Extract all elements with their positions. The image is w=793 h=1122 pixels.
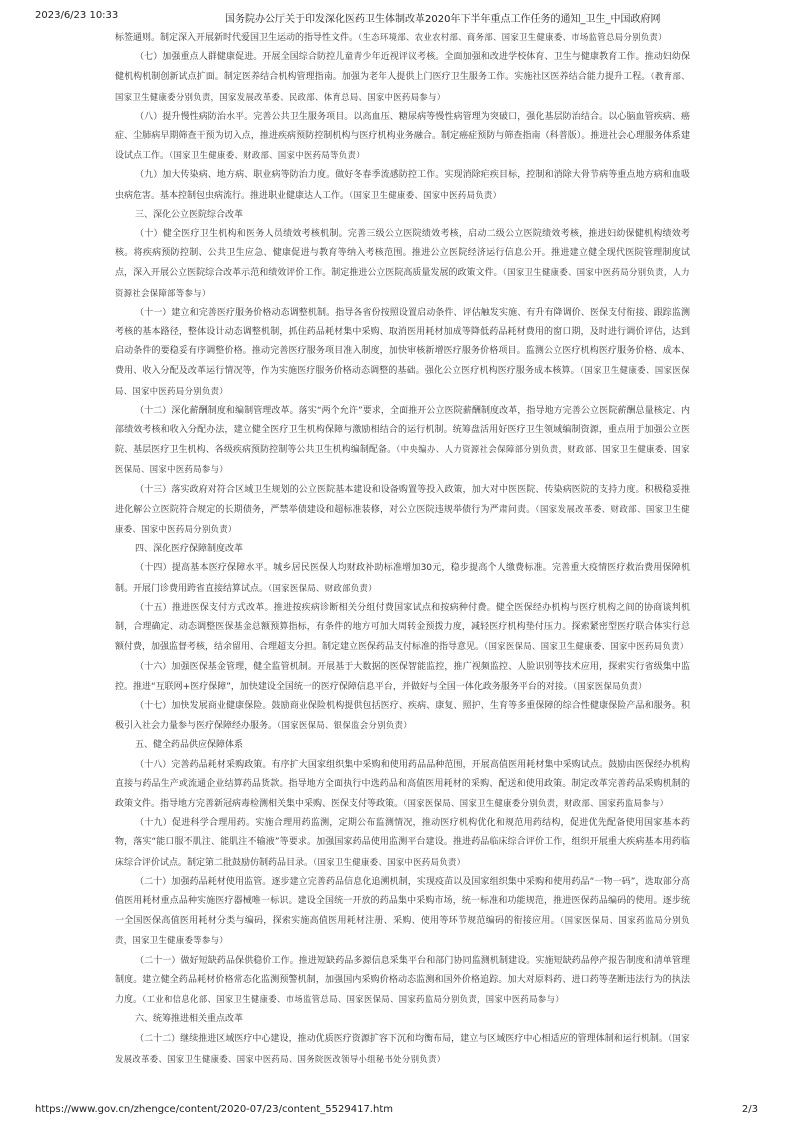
responsible-departments-note: （国家医保局、银保监会分别负责） <box>277 720 413 731</box>
paragraph-text: （二十）加强药品耗材使用监管。逐步建立完善药品信息化追溯机制，实现疫苗以及国家组织集中采购和使用药品“一物一码”，选取部分高值医用耗材重点品种实施医疗器械唯一标识。建设全国统一开放的药品集中采购市场，统一标准和功能规范，推进医保药品编码的使用。逐步统一全国医保高值医用耗材分类与编码，探索实施高值医用耗材注册、采购、使用等环节规范编码的衔接应用。 <box>115 876 690 927</box>
print-header <box>0 10 793 24</box>
responsible-departments-note: （国家卫生健康委、国家中医药局分别负责，人力资源社会保障部等参与） <box>115 267 690 298</box>
paragraph-text: （十六）加强医保基金管理，健全监管机制。开展基于大数据的医保智能监控，推广视频监控、人脸识别等技术应用，探索实行省级集中监控。推进“互联网+医疗保障”，加快建设全国统一的医疗保障信息平台，并做好与全国一体化政务服务平台的对接。 <box>115 661 690 692</box>
responsible-departments-note: （国家医保局、国家药监局分别负责，国家卫生健康委等参与） <box>115 915 690 946</box>
body-paragraph <box>115 559 690 598</box>
section-heading <box>115 736 690 755</box>
paragraph-text: （十二）深化薪酬制度和编制管理改革。落实“两个允许”要求，全面推开公立医院薪酬制度改革，指导地方完善公立医院薪酬总量核定、内部绩效考核和收入分配办法，建立健全医疗卫生机构保障与激励相结合的运行机制。统筹盘活用好医疗卫生领域编制资源，重点用于加强公立医院、基层医疗卫生机构、各级疾病预防控制等公共卫生机构编制配备。 <box>115 405 690 456</box>
responsible-departments-note: （国家医保局、国家卫生健康委分别负责，财政部、国家药监局参与） <box>403 797 669 808</box>
body-paragraph <box>115 166 690 205</box>
paragraph-text: （十五）推进医保支付方式改革。推进按疾病诊断相关分组付费国家试点和按病种付费。健全医保经办机构与医疗机构之间的协商谈判机制，合理确定、动态调整医保基金总额预算指标，有条件的地方可加大周转金预拨力度，减轻医疗机构垫付压力。探索紧密型医疗联合体实行总额付费，加强监督考核，结余留用、合理超支分担。制定建立医保药品支付标准的指导意见。 <box>115 602 690 653</box>
responsible-departments-note: （国家卫生健康委、国家中医药局负责） <box>313 856 466 867</box>
body-paragraph <box>115 814 690 873</box>
responsible-departments-note: （国家医保局、财政部负责） <box>268 582 377 593</box>
responsible-departments-note: （中央编办、人力资源社会保障部分别负责，财政部、国家卫生健康委、国家医保局、国家中医药局参与） <box>115 444 690 475</box>
paragraph-text: （二十二）继续推进区域医疗中心建设，推动优质医疗资源扩容下沉和均衡布局，建立与区域医疗中心相适应的管理体制和运行机制。 <box>135 1034 668 1045</box>
body-paragraph <box>115 1029 690 1069</box>
paragraph-text: （二十一）做好短缺药品保供稳价工作。推进短缺药品多源信息采集平台和部门协同监测机制建设。实施短缺药品停产报告制度和清单管理制度。建立健全药品耗材价格常态化监测预警机制，加强国内采购价格动态监测和国外价格追踪。加大对原料药、进口药等垄断违法行为的执法力度。 <box>115 955 690 1005</box>
body-paragraph <box>115 28 690 48</box>
section-heading <box>115 206 690 225</box>
paragraph-text: 五、健全药品供应保障体系 <box>135 740 244 751</box>
paragraph-text: 标签通则。制定深入开展新时代爱国卫生运动的指导性文件。 <box>115 33 359 43</box>
body-paragraph <box>115 873 690 952</box>
paragraph-text: （八）提升慢性病防治水平。完善公共卫生服务项目。以高血压、糖尿病等慢性病管理为突破口，强化基层防治结合。以心脑血管疾病、癌症、尘肺病早期筛查干预为切入点，推进疾病预防控制机构与医疗机构业务融合。制定癌症预防与筛查指南（科普版）。推进社会心理服务体系建设试点工作。 <box>115 111 690 162</box>
body-paragraph <box>115 658 690 697</box>
page-url[interactable]: https://www.gov.cn/zhengce/content/2020-07/23/content_5529417.htm <box>35 1104 393 1115</box>
body-paragraph <box>115 48 690 108</box>
responsible-departments-note: （国家医保局负责） <box>572 680 647 691</box>
body-paragraph <box>115 697 690 736</box>
paragraph-text: （十四）提高基本医疗保障水平。城乡居民医保人均财政补助标准增加30元，稳步提高个人缴费标准。完善重大疫情医疗救治费用保障机制。开展门诊费用跨省直接结算试点。 <box>115 563 690 594</box>
paragraph-text: 六、统筹推进相关重点改革 <box>135 1014 244 1025</box>
responsible-departments-note: （国家医保局、国家卫生健康委、国家中医药局负责） <box>484 641 689 652</box>
responsible-departments-note: （国家发展改革委、财政部、国家卫生健康委、国家中医药局分别负责） <box>115 503 690 535</box>
responsible-departments-note: （国家卫生健康委、财政部、国家中医药局等负责） <box>169 150 365 161</box>
print-footer <box>0 1104 793 1118</box>
print-datetime: 2023/6/23 10:33 <box>35 10 119 21</box>
body-paragraph <box>115 304 690 402</box>
section-heading <box>115 1010 690 1029</box>
responsible-departments-note: （工业和信息化部、国家卫生健康委、市场监管总局、国家医保局、国家药监局分别负责，国家中医药局参与） <box>142 993 565 1004</box>
body-paragraph <box>115 756 690 815</box>
responsible-departments-note: （生态环境部、农业农村部、商务部、国家卫生健康委、市场监管总局分别负责） <box>358 32 667 42</box>
responsible-departments-note: （国家卫生健康委、国家医保局、国家中医药局分别负责） <box>115 365 690 396</box>
body-paragraph <box>115 599 690 658</box>
paragraph-text: （十三）落实政府对符合区域卫生规划的公立医院基本建设和设备购置等投入政策，加大对中医医院、传染病医院的支持力度。积极稳妥推进化解公立医院符合规定的长期债务，严禁举债建设和超标准装修，对公立医院违规举债行为严肃问责。 <box>115 484 690 515</box>
page-title: 国务院办公厅关于印发深化医药卫生体制改革2020年下半年重点工作任务的通知_卫生_中国政府网 <box>225 14 661 25</box>
document-body <box>115 28 690 1098</box>
paragraph-text: 四、深化医疗保障制度改革 <box>135 544 244 555</box>
paragraph-text: （十七）加快发展商业健康保险。鼓励商业保险机构提供包括医疗、疾病、康复、照护、生育等多重保障的综合性健康保险产品和服务。积极引入社会力量参与医疗保障经办服务。 <box>115 700 690 732</box>
responsible-departments-note: （国家卫生健康委、国家中医药局负责） <box>349 189 502 200</box>
paragraph-text: （十一）建立和完善医疗服务价格动态调整机制。指导各省份按照设置启动条件、评估触发实施、有升有降调价、医保支付衔接、跟踪监测考核的基本路径，整体设计动态调整机制，抓住药品耗材集中采购、取消医用耗材加成等降低药品耗材费用的窗口期，及时进行调价评估，达到启动条件的要稳妥有序调整价格。推动完善医疗服务项目准入制度，加快审核新增医疗服务价格项目。监测公立医疗机构医疗服务价格、成本、费用、收入分配及改革运行情况等，作为实施医疗服务价格动态调整的基础。强化公立医疗机构医疗服务成本核算。 <box>115 307 690 377</box>
page-number: 2/3 <box>741 1104 758 1115</box>
paragraph-text: 三、深化公立医院综合改革 <box>135 209 244 220</box>
body-paragraph <box>115 952 690 1011</box>
body-paragraph <box>115 402 690 481</box>
paragraph-text: （七）加强重点人群健康促进。开展全国综合防控儿童青少年近视评议考核。全面加强和改进学校体育、卫生与健康教育工作。推动妇幼保健机构机制创新试点扩面。制定医养结合机构管理指南。加强为老年人提供上门医疗卫生服务工作。实施社区医养结合能力提升工程。 <box>115 52 690 83</box>
section-heading <box>115 540 690 559</box>
paragraph-text: （十）健全医疗卫生机构和医务人员绩效考核机制。完善三级公立医院绩效考核，启动二级公立医院绩效考核，推进妇幼保健机构绩效考核。将疾病预防控制、公共卫生应急、健康促进与教育等纳入考核范围。推进公立医院经济运行信息公开。推进建立健全现代医院管理制度试点，深入开展公立医院综合改革示范和绩效评价工作。制定推进公立医院高质量发展的政策文件。 <box>115 229 690 279</box>
paragraph-text: （九）加大传染病、地方病、职业病等防治力度。做好冬春季流感防控工作。实现消除疟疾目标，控制和消除大骨节病等重点地方病和血吸虫病危害。基本控制包虫病流行。推进职业健康达人工作。 <box>115 170 690 201</box>
paragraph-text: （十九）促进科学合理用药。实施合理用药监测，定期公布监测情况，推动医疗机构优化和规范用药结构，促进优先配备使用国家基本药物，落实“能口服不肌注、能肌注不输液”等要求。加强国家药品使用监测平台建设。推进药品临床综合评价工作，组织开展重大疾病基本用药临床综合评价试点。制定第二批鼓励仿制药品目录。 <box>115 818 690 868</box>
body-paragraph <box>115 225 690 304</box>
paragraph-text: （十八）完善药品耗材采购政策。有序扩大国家组织集中采购和使用药品品种范围，开展高值医用耗材集中采购试点。鼓励由医保经办机构直接与药品生产或流通企业结算药品货款。指导地方全面执行中选药品和高值医用耗材的采购、配送和使用政策。制定改革完善药品采购机制的政策文件。指导地方完善新冠病毒检测相关集中采购、医保支付等政策。 <box>115 759 690 809</box>
body-paragraph <box>115 481 690 541</box>
responsible-departments-note: （国家发展改革委、国家卫生健康委、国家中医药局、国务院医改领导小组秘书处分别负责） <box>115 1033 690 1064</box>
responsible-departments-note: （教育部、国家卫生健康委分别负责，国家发展改革委、民政部、体育总局、国家中医药局参与） <box>115 71 690 102</box>
body-paragraph <box>115 108 690 167</box>
